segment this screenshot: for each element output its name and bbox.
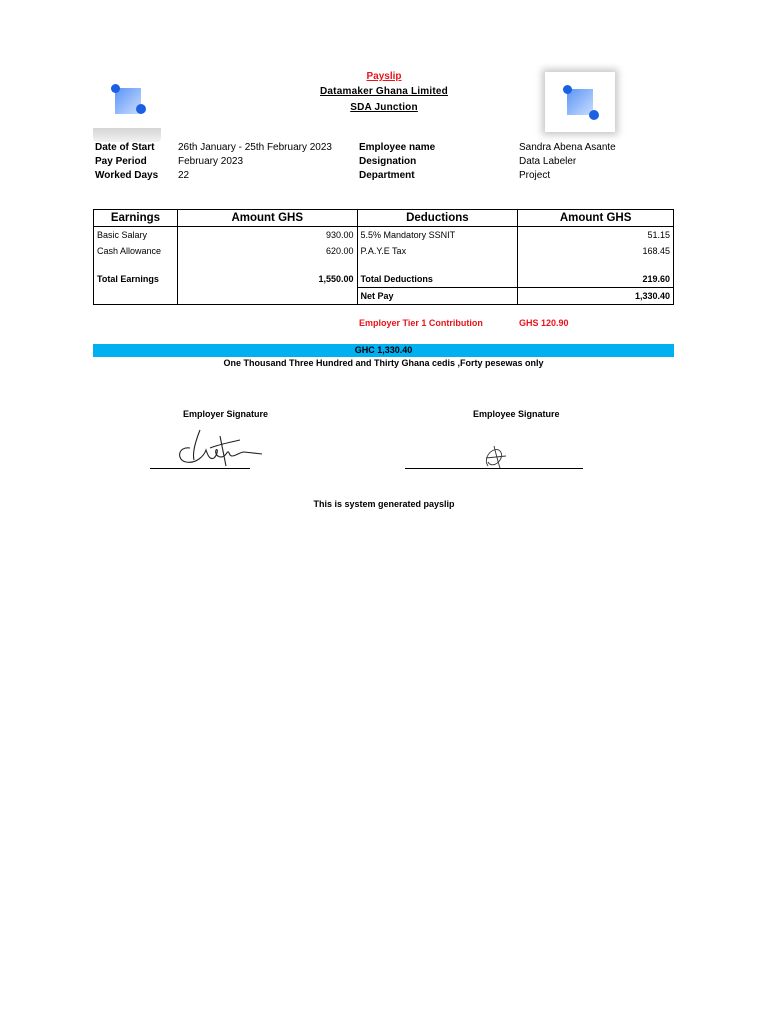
value-department: Project bbox=[519, 170, 551, 181]
employee-signature-mark bbox=[478, 440, 512, 470]
label-pay-period: Pay Period bbox=[95, 156, 147, 167]
info-right-values bbox=[519, 141, 616, 183]
earning-name: Cash Allowance bbox=[94, 243, 178, 259]
spacer-cell bbox=[94, 259, 178, 271]
value-worked-days: 22 bbox=[178, 170, 190, 181]
total-earnings-label: Total Earnings bbox=[94, 271, 178, 288]
deduction-name: 5.5% Mandatory SSNIT bbox=[357, 227, 518, 244]
footer-note: This is system generated payslip bbox=[313, 499, 455, 509]
header-earnings-amount: Amount GHS bbox=[177, 210, 357, 227]
label-designation: Designation bbox=[359, 156, 417, 167]
label-date-of-start: Date of Start bbox=[95, 142, 155, 153]
logo-dot-icon bbox=[111, 84, 120, 93]
employee-signature-label: Employee Signature bbox=[473, 409, 560, 419]
table-row bbox=[94, 243, 674, 259]
spacer-cell bbox=[357, 259, 518, 271]
logo-dot-icon bbox=[563, 85, 572, 94]
spacer-cell bbox=[177, 259, 357, 271]
logo-dot-icon bbox=[136, 104, 146, 114]
totals-row bbox=[94, 271, 674, 288]
earnings-deductions-table bbox=[93, 209, 674, 305]
value-employee-name: Sandra Abena Asante bbox=[519, 142, 616, 153]
header-earnings: Earnings bbox=[94, 210, 178, 227]
total-earnings-value: 1,550.00 bbox=[177, 271, 357, 288]
earning-name: Basic Salary bbox=[94, 227, 178, 244]
branch-name: SDA Junction bbox=[350, 102, 418, 113]
table-row bbox=[94, 259, 674, 271]
net-pay-label: Net Pay bbox=[357, 288, 518, 305]
total-deductions-value: 219.60 bbox=[518, 271, 674, 288]
company-logo-left bbox=[93, 70, 161, 142]
table-header-row bbox=[94, 210, 674, 227]
label-worked-days: Worked Days bbox=[95, 170, 159, 181]
earning-amount: 930.00 bbox=[177, 227, 357, 244]
net-pay-value: 1,330.40 bbox=[518, 288, 674, 305]
info-right-labels bbox=[359, 141, 435, 183]
table-row bbox=[94, 227, 674, 244]
deduction-name: P.A.Y.E Tax bbox=[357, 243, 518, 259]
employer-signature-line bbox=[150, 468, 250, 469]
page-title: Payslip bbox=[366, 71, 402, 82]
header-deductions-amount: Amount GHS bbox=[518, 210, 674, 227]
value-pay-period: February 2023 bbox=[178, 156, 244, 167]
value-date-of-start: 26th January - 25th February 2023 bbox=[178, 142, 332, 153]
employer-signature-mark bbox=[170, 426, 270, 470]
logo-dot-icon bbox=[589, 110, 599, 120]
total-deductions-label: Total Deductions bbox=[357, 271, 518, 288]
employee-signature-line bbox=[405, 468, 583, 469]
label-department: Department bbox=[359, 170, 415, 181]
amount-in-words: One Thousand Three Hundred and Thirty Ghana cedis ,Forty pesewas only bbox=[223, 358, 544, 368]
empty-cell bbox=[177, 288, 357, 305]
value-designation: Data Labeler bbox=[519, 156, 577, 167]
company-logo-right bbox=[545, 72, 615, 132]
spacer-cell bbox=[518, 259, 674, 271]
company-name: Datamaker Ghana Limited bbox=[320, 86, 448, 97]
net-pay-bar: GHC 1,330.40 bbox=[93, 344, 674, 357]
info-left-labels bbox=[95, 141, 158, 183]
deduction-amount: 51.15 bbox=[518, 227, 674, 244]
deduction-amount: 168.45 bbox=[518, 243, 674, 259]
employer-contribution-value: GHS 120.90 bbox=[519, 318, 569, 328]
empty-cell bbox=[94, 288, 178, 305]
label-employee-name: Employee name bbox=[359, 142, 436, 153]
info-left-values bbox=[178, 141, 332, 183]
employer-contribution-label: Employer Tier 1 Contribution bbox=[359, 318, 483, 328]
net-pay-row bbox=[94, 288, 674, 305]
payslip-header bbox=[234, 70, 534, 115]
header-deductions: Deductions bbox=[357, 210, 518, 227]
employer-signature-label: Employer Signature bbox=[183, 409, 269, 419]
earning-amount: 620.00 bbox=[177, 243, 357, 259]
